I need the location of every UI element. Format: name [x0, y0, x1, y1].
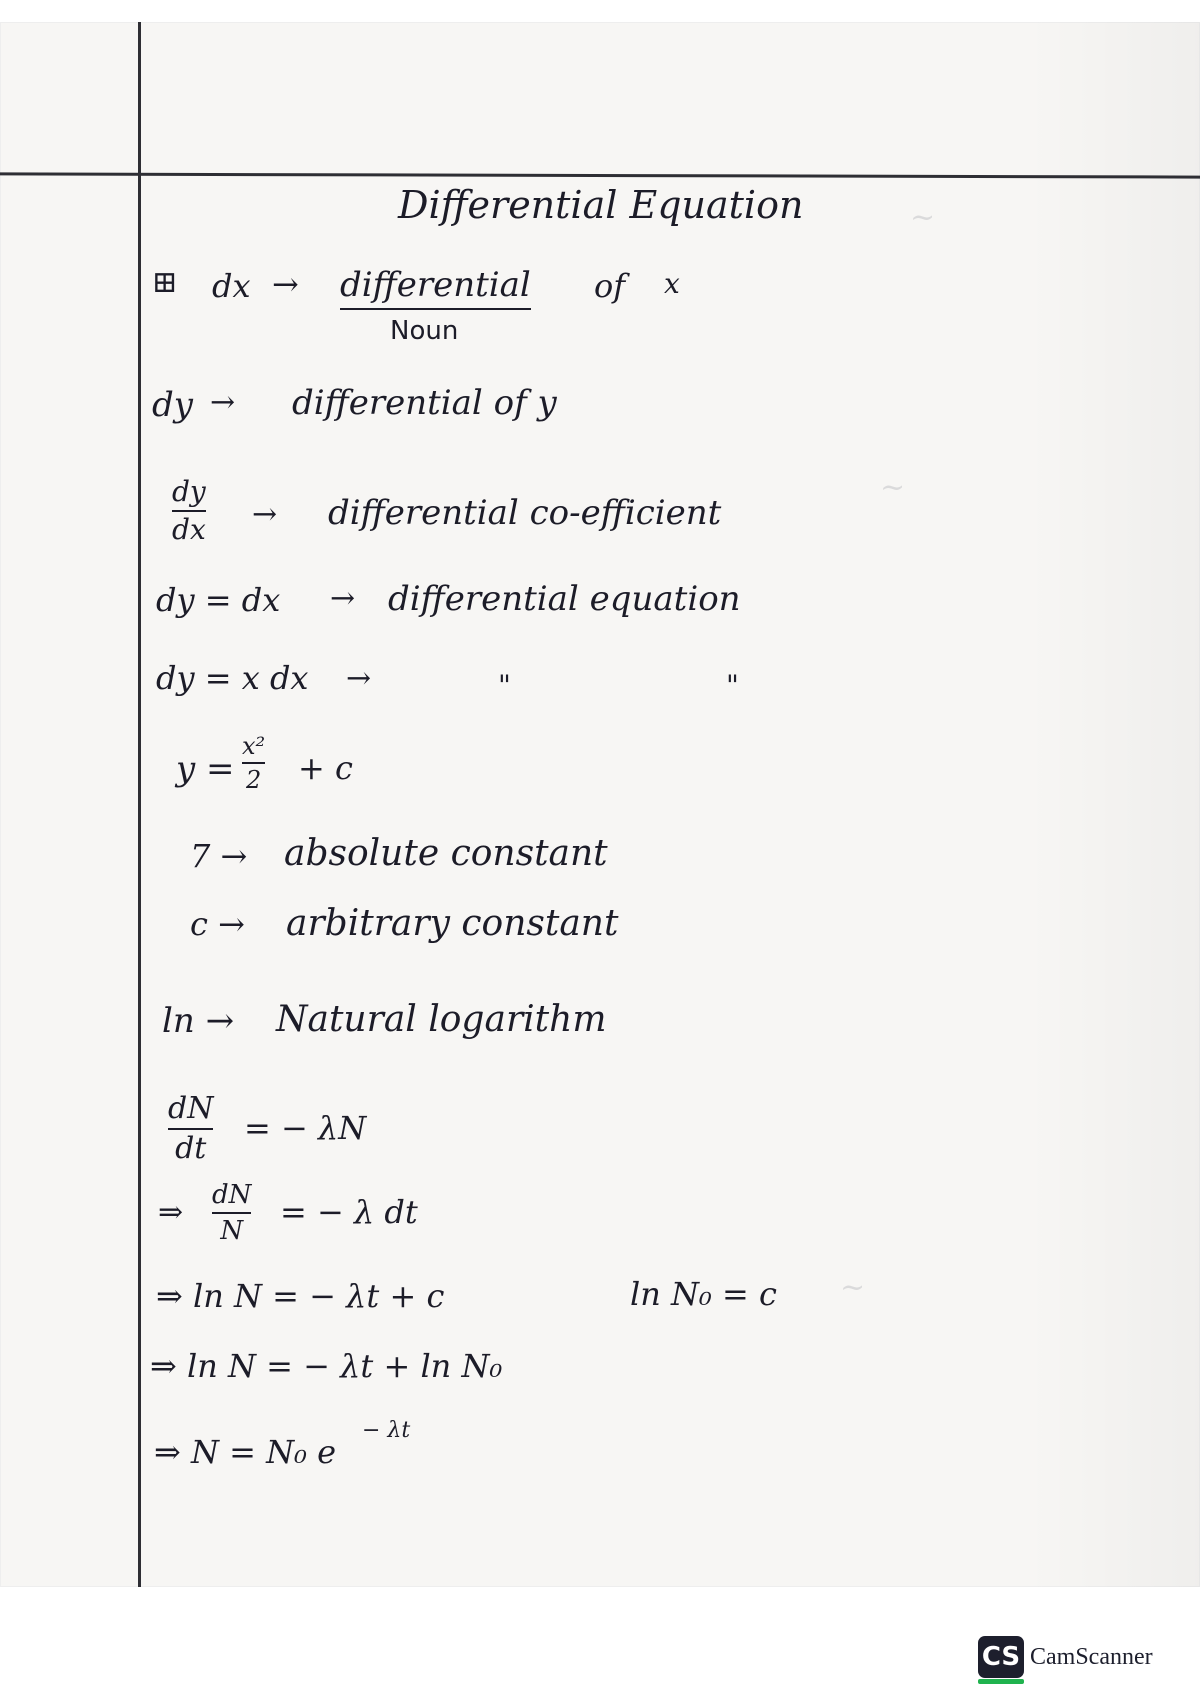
line1-of: of	[594, 267, 626, 305]
line10-denominator: dt	[175, 1131, 207, 1166]
line12-side-note: ln N₀ = c	[630, 1275, 777, 1313]
line5-arrow: →	[346, 661, 372, 696]
line11-denominator: N	[220, 1216, 244, 1246]
line6-fraction	[242, 734, 265, 792]
line11-numerator: dN	[212, 1180, 252, 1210]
line14-exponent: − λt	[362, 1418, 411, 1443]
line10-fraction	[168, 1091, 214, 1166]
line1-lhs: dx	[212, 267, 251, 305]
line5-ditto-2: "	[726, 669, 739, 702]
line6-denominator: 2	[245, 766, 262, 794]
camscanner-brand-text: CamScanner	[1030, 1644, 1153, 1670]
line3-text: differential co-efficient	[328, 493, 722, 533]
line1-arrow: →	[272, 265, 299, 303]
line7-text: absolute constant	[284, 833, 608, 874]
line6-numerator: x²	[242, 732, 266, 760]
bleed-through-mark: ~	[910, 200, 936, 235]
bleed-through-mark: ~	[880, 470, 906, 505]
line1-underlined-word: differential	[340, 268, 531, 310]
line5-ditto-1: "	[498, 669, 511, 702]
line10-numerator: dN	[168, 1091, 214, 1126]
bleed-through-mark: ~	[840, 1270, 866, 1305]
line3-arrow: →	[252, 497, 278, 532]
camscanner-logo-icon: CS	[978, 1636, 1024, 1678]
line9-text: Natural logarithm	[276, 999, 607, 1040]
line6-rest: + c	[298, 749, 353, 787]
line8-text: arbitrary constant	[286, 903, 619, 944]
line1-note: Noun	[390, 316, 459, 346]
line4-lhs: dy = dx	[156, 581, 281, 619]
line13-text: ⇒ ln N = − λt + ln N₀	[150, 1347, 503, 1385]
line4-text: differential equation	[388, 579, 741, 619]
page-title: Differential Equation	[398, 183, 804, 227]
line2-text: differential of y	[292, 383, 557, 423]
line3-numerator: dy	[172, 475, 206, 508]
line11-rest: = − λ dt	[280, 1193, 418, 1231]
line1-var: x	[664, 267, 680, 300]
line5-lhs: dy = x dx	[156, 659, 309, 697]
line3-denominator: dx	[172, 513, 206, 546]
line6-lhs: y =	[176, 749, 235, 789]
line4-arrow: →	[330, 581, 356, 616]
line11-implies: ⇒	[158, 1195, 184, 1230]
line2-arrow: →	[210, 385, 236, 420]
line8-lhs: c →	[190, 905, 245, 943]
line12-text: ⇒ ln N = − λt + c	[156, 1277, 445, 1315]
line7-lhs: 7 →	[190, 837, 248, 875]
line9-lhs: ln →	[162, 1001, 235, 1041]
line10-rest: = − λN	[244, 1109, 367, 1147]
line14-text: ⇒ N = N₀ e	[154, 1433, 337, 1471]
margin-line-vertical	[138, 22, 141, 1587]
box-bullet-icon: ⊞	[152, 265, 178, 300]
line3-fraction	[172, 475, 206, 546]
line11-fraction	[212, 1182, 251, 1244]
line2-lhs: dy	[152, 385, 193, 425]
